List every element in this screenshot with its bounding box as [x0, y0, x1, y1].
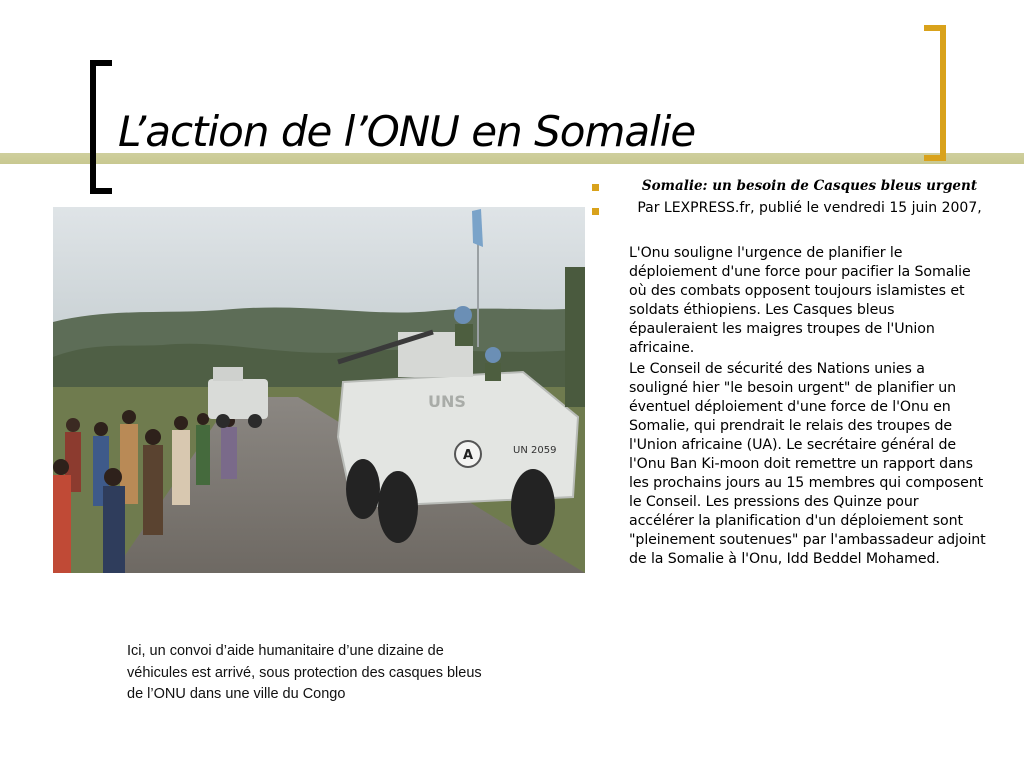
- photo-caption: Ici, un convoi d’aide humanitaire d’une dizaine de véhicules est arrivé, sous protection des casques bleus de l’ONU dans une ville du Congo: [127, 643, 482, 702]
- article-byline: Par LEXPRESS.fr, publié le vendredi 15 juin 2007,: [637, 200, 982, 216]
- article-paragraph-2: Le Conseil de sécurité des Nations unies a souligné hier "le besoin urgent" de planifier un éventuel déploiement d'une force de l'Onu en Somalie, qui prendrait le relais des troupes de l'Union africaine (UA). Le secrétaire général de l'Onu Ban Ki-moon doit remettre un rapport dans les prochains jours au 15 membres qui composent le Conseil. Les pressions des Quinze pour accélérer la planification d'un déploiement sont "pleinement soutenues" par l'ambassadeur adjoint de la Somalie à l'Onu, Idd Beddel Mohamed.: [629, 361, 986, 567]
- headline-item: [592, 178, 987, 195]
- vehicle-marking-a: A: [463, 448, 474, 463]
- slide-title: L’action de l’ONU en Somalie: [118, 107, 696, 156]
- bullet-square-icon: [592, 208, 599, 215]
- left-bracket-decoration: [90, 60, 112, 194]
- vehicle-hull-marking: UNS: [428, 392, 466, 411]
- byline-item: [592, 199, 987, 218]
- photo-right-trees: [565, 267, 585, 407]
- vehicle-plate: UN 2059: [513, 445, 557, 456]
- right-bracket-decoration: [924, 25, 946, 161]
- convoy-photo: [53, 207, 585, 573]
- article-paragraph-1: L'Onu souligne l'urgence de planifier le déploiement d'une force pour pacifier la Somalie où des combats opposent toujours islamistes et soldats éthiopiens. Les Casques bleus épauleraient les maigres troupes de l'Union africaine.: [629, 245, 971, 356]
- article-headline: Somalie: un besoin de Casques bleus urgent: [641, 178, 978, 194]
- article-column: [592, 178, 987, 569]
- bullet-square-icon: [592, 184, 599, 191]
